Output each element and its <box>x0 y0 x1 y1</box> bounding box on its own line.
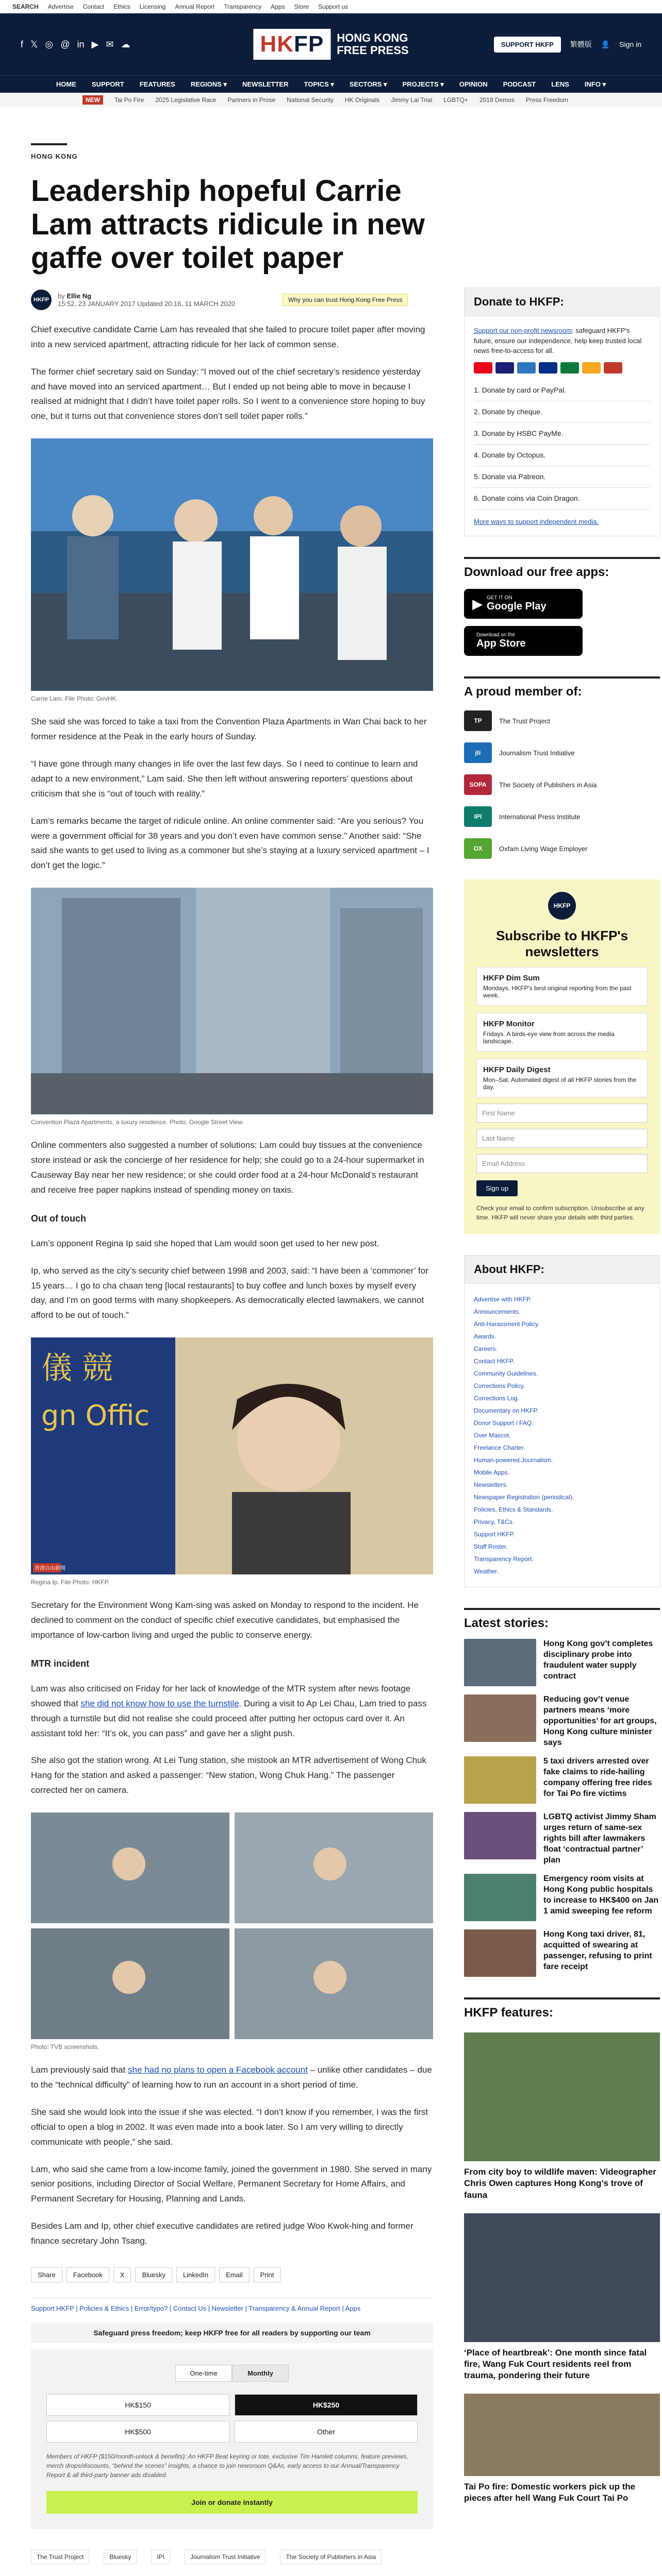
nav-projects[interactable]: PROJECTS ▾ <box>402 80 444 88</box>
about-link[interactable]: Newspaper Registration (periodical). <box>474 1494 574 1501</box>
topbar-link-support[interactable]: Support us <box>318 3 349 10</box>
topbar-link-annual-report[interactable]: Annual Report <box>175 3 215 10</box>
join-donate-button[interactable]: Join or donate instantly <box>46 2491 418 2514</box>
donate-options <box>474 380 650 510</box>
facebook-icon[interactable]: f <box>21 39 24 49</box>
site-logo[interactable] <box>253 29 408 60</box>
sidebar-app-buttons <box>464 589 660 656</box>
byline <box>31 290 433 310</box>
article-title: Leadership hopeful Carrie Lam attracts ridicule in new gaffe over toilet paper <box>31 174 425 275</box>
paragraph-with-link: Lam previously said that she had no plans to open a Facebook account – unlike other candidates – due to the “technical difficulty” of learning how to run an account in a short period of time. <box>31 2065 432 2090</box>
photo-caption: Regina Ip. File Photo: HKFP. <box>31 1579 110 1586</box>
sidebar <box>464 107 660 2576</box>
topbar-link-advertise[interactable]: Advertise <box>47 3 74 10</box>
bluesky-icon[interactable]: ☁ <box>121 39 130 49</box>
frequency-toggle <box>46 2365 418 2382</box>
nav-support[interactable]: SUPPORT <box>91 80 124 88</box>
story-thumbnail <box>464 1929 536 1977</box>
newsletter-option[interactable]: HKFP Monitor Fridays. A birds-eye view from across the media landscape. <box>476 1013 648 1052</box>
share-facebook-button[interactable]: Facebook <box>67 2267 109 2282</box>
latest-story[interactable]: Hong Kong taxi driver, 81, acquitted of swearing at passenger, refusing to print fare receipt <box>464 1929 660 1977</box>
story-thumbnail <box>464 1756 536 1804</box>
member-logo: OX <box>464 838 492 859</box>
trust-link[interactable]: Why you can trust Hong Kong Free Press <box>283 294 408 306</box>
member-item[interactable]: SOPA The Society of Publishers in Asia <box>464 774 660 795</box>
share-linkedin-button[interactable]: LinkedIn <box>176 2267 215 2282</box>
payme-icon <box>604 362 622 374</box>
site-header <box>0 13 662 75</box>
about-link[interactable]: Over Mascot. <box>474 1432 511 1439</box>
paragraph: Chief executive candidate Carrie Lam has revealed that she failed to procure toilet paper after moving into a new serviced apartment, attracting ridicule for her lack of common sense. <box>31 324 425 349</box>
story-thumbnail <box>464 1874 536 1921</box>
sidebar-app-store-button[interactable]: Download on the App Store <box>464 626 583 656</box>
trending-item[interactable]: Press Freedom <box>525 96 569 104</box>
about-link[interactable]: Policies, Ethics & Standards. <box>474 1506 553 1514</box>
story-thumbnail <box>464 1694 536 1742</box>
about-link[interactable]: Corrections Policy. <box>474 1382 525 1390</box>
sidebar-payment-icons <box>474 362 650 374</box>
donate-option[interactable]: 5. Donate via Patreon. <box>474 466 650 488</box>
trending-item[interactable]: LGBTQ+ <box>443 96 468 104</box>
story-thumbnail <box>464 1812 536 1859</box>
about-link[interactable]: Contact HKFP. <box>474 1358 515 1365</box>
topbar-link-contact[interactable]: Contact <box>82 3 105 10</box>
email-input[interactable]: Email Address <box>476 1154 648 1173</box>
main-nav <box>0 75 662 93</box>
freq-monthly[interactable]: Monthly <box>232 2365 289 2382</box>
amount-options <box>46 2394 418 2443</box>
about-link[interactable]: Advertise with HKFP. <box>474 1296 532 1303</box>
instagram-icon[interactable]: ◎ <box>45 39 54 49</box>
amount-option[interactable]: Other <box>235 2421 418 2443</box>
paragraph: Lam’s remarks became the target of ridicule online. An online commenter said: “Are you serious? You were a government official for 38 years and you don’t even have common sense.” Another said: “She said she wants to get used to living as a commoner but she’s staying at a luxury serviced apartment – I don’t get the logic.” <box>31 816 429 871</box>
top-utility-bar <box>0 0 662 13</box>
youtube-icon[interactable]: ▶ <box>91 39 99 49</box>
topbar-link-store[interactable]: Store <box>294 3 309 10</box>
partner-logos <box>31 2550 433 2576</box>
safeguard-banner: Safeguard press freedom; keep HKFP free for all readers by supporting our team <box>31 2323 433 2343</box>
nav-topics[interactable]: TOPICS ▾ <box>304 80 334 88</box>
x-icon[interactable]: 𝕏 <box>30 39 38 49</box>
feature-image <box>464 2213 660 2342</box>
about-link[interactable]: Transparency Report. <box>474 1555 534 1563</box>
paragraph: She said she was forced to take a taxi from the Convention Plaza Apartments in Wan Chai back to her former residence at the Peak in the early hours of Sunday. <box>31 717 427 742</box>
topbar-link-apps[interactable]: Apps <box>271 3 285 10</box>
share-email-button[interactable]: Email <box>219 2267 250 2282</box>
newsletter-option[interactable]: HKFP Dim Sum Mondays. HKFP's best original reporting from the past week. <box>476 967 648 1006</box>
about-link[interactable]: Staff Roster. <box>474 1543 508 1551</box>
paragraph: Online commenters also suggested a number of solutions: Lam could buy tissues at the convenience store instead or ask the concierge of her residence for help; she could go to a 24-hour supermarket in Causeway Bay near her new residence; or she could order food at a 24-hour McDonald’s restaurant and receive free paper napkins instead of spending money on taxis. <box>31 1140 424 1195</box>
topbar-link-ethics[interactable]: Ethics <box>113 3 130 10</box>
trending-item[interactable]: 2019 Demos <box>479 96 515 104</box>
member-item[interactable]: IPI International Press Institute <box>464 806 660 827</box>
visa-icon <box>495 362 514 374</box>
about-list <box>465 1284 659 1587</box>
member-item[interactable]: OX Oxfam Living Wage Employer <box>464 838 660 859</box>
story-thumbnail <box>464 1639 536 1686</box>
paragraph: Lam, who said she came from a low-income family, joined the government in 1980. She served in many senior positions, including Director of Social Welfare, Permanent Secretary for Home Affairs, and Permanent Secretary for Housing, Planning and Lands. <box>31 2164 432 2204</box>
share-bluesky-button[interactable]: Bluesky <box>135 2267 172 2282</box>
facebook-account-link[interactable]: she had no plans to open a Facebook account <box>128 2065 308 2075</box>
feature-story[interactable]: Tai Po fire: Domestic workers pick up the pieces after hell Wang Fuk Court Tai Po <box>464 2394 660 2504</box>
about-link[interactable]: Awards. <box>474 1333 496 1341</box>
photo-caption: Photo: TVB screenshots. <box>31 2043 100 2051</box>
feature-image <box>464 2394 660 2476</box>
partner-logo[interactable]: IPI <box>151 2550 170 2564</box>
topbar-link-licensing[interactable]: Licensing <box>139 3 166 10</box>
about-link[interactable]: Human-powered Journalism. <box>474 1456 553 1464</box>
paragraph: Lam’s opponent Regina Ip said she hoped that Lam would soon get used to her new post. <box>31 1238 379 1248</box>
about-link[interactable]: Privacy, T&Cs. <box>474 1518 515 1526</box>
octopus-icon <box>582 362 601 374</box>
hkfp-avatar: HKFP <box>31 290 52 310</box>
title-rule <box>31 143 67 145</box>
page-body <box>0 107 662 2576</box>
nav-info[interactable]: INFO ▾ <box>584 80 606 88</box>
first-name-input[interactable]: First Name <box>476 1104 648 1123</box>
latest-heading: Latest stories: <box>464 1608 660 1631</box>
paragraph: She also got the station wrong. At Lei Tung station, she mistook an MTR advertisement of Wong Chuk Hang for the station and asked a passenger: “New station, Wong Chuk Hang.” The passenger corrected her on camera. <box>31 1755 426 1795</box>
subheading: MTR incident <box>31 1658 89 1669</box>
article <box>31 107 433 2576</box>
trending-item[interactable]: 2025 Legislative Race <box>155 96 217 104</box>
google-play-icon: ▶ <box>472 596 483 612</box>
newsletter-widget <box>464 879 660 1234</box>
paypal-icon <box>539 362 557 374</box>
category-label[interactable]: HONG KONG <box>31 152 78 160</box>
donate-widget: Donate to HKFP: Support our non-profit newsroom: safeguard HKFP's future, ensure our independence, help keep trusted local news free-to-access for all. 1. Donate by card or PayPal. 2. Donate by cheque. 3. Donate by HSBC PayMe. 4. Donate by Octopus. 5. Donate via Patreon. 6. Donate coins via Coin Dragon. More ways to support independent media. <box>464 287 660 536</box>
amount-option[interactable]: HK$500 <box>46 2421 229 2443</box>
partner-logo[interactable]: Bluesky <box>104 2550 137 2564</box>
newsletter-note: Check your email to confirm subscription. Unsubscribe at any time. HKFP will never share your details with third parties. <box>476 1205 644 1222</box>
publish-dates: 15:52, 23 JANUARY 2017 Updated 20:16, 11 MARCH 2020 <box>58 299 235 308</box>
about-link[interactable]: Donor Support / FAQ. <box>474 1419 534 1427</box>
photo-watermark: 香港自由新聞 <box>35 1566 65 1572</box>
about-link[interactable]: Announcements. <box>474 1308 521 1316</box>
share-bar <box>31 2267 433 2282</box>
feature-story[interactable]: From city boy to wildlife maven: Videographer Chris Owen captures Hong Kong’s trove of fauna <box>464 2032 660 2200</box>
paragraph: She said she would look into the issue if she was elected. “I don’t know if you remember, I was the first official to open a blog in 2002. It was even made into a book later. So I am very willing to directly communicate with people,” she said. <box>31 2107 428 2147</box>
feature-image <box>464 2032 660 2161</box>
support-hkfp-button[interactable]: SUPPORT HKFP <box>494 37 561 53</box>
trending-item[interactable]: HK Originals <box>344 96 380 104</box>
last-name-input[interactable]: Last Name <box>476 1129 648 1148</box>
apps-heading: Download our free apps: <box>464 557 660 580</box>
newsletter-logo: HKFP <box>548 892 576 920</box>
photo-convention-plaza <box>31 888 433 1114</box>
about-title: About HKFP: <box>465 1256 659 1284</box>
nav-features[interactable]: FEATURES <box>139 80 175 88</box>
linkedin-icon[interactable]: in <box>77 39 85 49</box>
paragraph-with-link: Lam was also criticised on Friday for her lack of knowledge of the MTR system after news footage showed that she did not know how to use the turnstile. During a visit to Ap Lei Chau, Lam tried to pass through a turnstile but did not realise she could proceed after putting her octopus card over it. An assistant told her: “It’s ok, you can pass” and gave her a slight push. <box>31 1683 427 1738</box>
paragraph: Secretary for the Environment Wong Kam-sing was asked on Monday to respond to the incident. He declined to comment on the conduct of specific chief executive candidates, but emphasised the importance of low-carbon living and urged the public to conserve energy. <box>31 1600 419 1640</box>
header-actions <box>494 37 641 53</box>
member-logo: TP <box>464 710 492 731</box>
threads-icon[interactable]: @ <box>60 39 70 49</box>
latest-story[interactable]: Emergency room visits at Hong Kong public hospitals to increase to HK$400 on Jan 1 amid sweeping fee reform <box>464 1874 660 1921</box>
user-icon[interactable]: 👤 <box>601 40 610 48</box>
more-ways-link[interactable]: More ways to support independent media. <box>474 517 599 526</box>
member-item[interactable]: jti Journalism Trust Initiative <box>464 742 660 763</box>
logo-text: HONG KONG FREE PRESS <box>337 31 409 57</box>
amex-icon <box>517 362 536 374</box>
photo-convention-plaza-image <box>31 888 433 1114</box>
about-link[interactable]: Community Guidelines. <box>474 1370 538 1378</box>
about-link[interactable]: Corrections Log. <box>474 1395 520 1402</box>
trending-bar <box>0 93 662 107</box>
support-newsroom-link[interactable]: Support our non-profit newsroom <box>474 327 572 334</box>
newsletter-title: Subscribe to HKFP's newsletters <box>495 928 628 960</box>
member-logo: SOPA <box>464 774 492 795</box>
share-label: Share <box>31 2267 62 2282</box>
byline-prefix: by <box>58 292 65 300</box>
new-badge: NEW <box>82 95 103 105</box>
nav-sectors[interactable]: SECTORS ▾ <box>349 80 387 88</box>
donate-widget-title: Donate to HKFP: <box>465 288 659 316</box>
about-link[interactable]: Mobile Apps. <box>474 1469 509 1477</box>
photo-caption: Carrie Lam. File Photo: GovHK. <box>31 695 118 703</box>
partner-logo[interactable]: Journalism Trust Initiative <box>185 2550 266 2564</box>
donate-box <box>31 2349 433 2529</box>
sign-in-link[interactable]: Sign in <box>619 40 641 48</box>
author-name[interactable]: Ellie Ng <box>67 292 92 300</box>
paragraph: Besides Lam and Ip, other chief executive candidates are retired judge Woo Kwok-hing and former finance secretary John Tsang. <box>31 2221 413 2246</box>
paragraph: The former chief secretary said on Sunday: “I moved out of the chief secretary’s residence yesterday and have moved into an serviced apartment… But I ended up not being able to move in because I realised at midnight that I didn’t have toilet paper rolls. So I went to a convenience store hoping to buy one, but it turns out that convenience stores don’t sell toilet paper rolls.” <box>31 366 425 421</box>
search-link[interactable]: SEARCH <box>12 3 39 10</box>
photo-regina-ip <box>31 1337 433 1574</box>
about-link[interactable]: Documentary on HKFP. <box>474 1407 539 1415</box>
about-link[interactable]: Support HKFP. <box>474 1531 515 1538</box>
share-print-button[interactable]: Print <box>254 2267 281 2282</box>
about-link[interactable]: Newsletters. <box>474 1481 508 1489</box>
turnstile-link[interactable]: she did not know how to use the turnstile <box>80 1698 239 1708</box>
photo-carrie-lam <box>31 438 433 691</box>
newsletter-option[interactable]: HKFP Daily Digest Mon–Sat. Automated digest of all HKFP stories from the day. <box>476 1059 648 1097</box>
paragraph: Ip, who served as the city’s security chief between 1998 and 2003, said: “I have been a ‘commoner’ for 15 years… I go to cha chaan teng [local restaurants] to buy coffee and lunch boxes by myself every day, and I’m on good terms with many shopkeepers. As democratically elected lawmakers, we cannot afford to be out of touch.” <box>31 1265 428 1320</box>
nav-lens[interactable]: LENS <box>551 80 569 88</box>
donate-option[interactable]: 4. Donate by Octopus. <box>474 445 650 466</box>
social-icons <box>21 39 130 50</box>
latest-story[interactable]: Hong Kong gov’t completes disciplinary probe into fraudulent water supply contract <box>464 1639 660 1686</box>
latest-story[interactable]: LGBTQ activist Jimmy Sham urges return of same-sex rights bill after lawmakers float ‘contractual partner’ plan <box>464 1812 660 1866</box>
photo-sign-english: gn Offic <box>41 1399 150 1432</box>
nav-regions[interactable]: REGIONS ▾ <box>190 80 227 88</box>
partner-logo[interactable]: The Society of Publishers in Asia <box>280 2550 382 2564</box>
nav-opinion[interactable]: OPINION <box>459 80 488 88</box>
logo-mark: HKFP <box>253 29 330 60</box>
subheading: Out of touch <box>31 1213 86 1224</box>
photo-carrie-lam-image <box>31 438 433 691</box>
member-logo: jti <box>464 742 492 763</box>
photo-sign-chinese: 儀 競 <box>41 1350 113 1387</box>
member-logo: IPI <box>464 806 492 827</box>
member-item[interactable]: TP The Trust Project <box>464 710 660 731</box>
member-heading: A proud member of: <box>464 676 660 699</box>
nav-podcast[interactable]: PODCAST <box>503 80 536 88</box>
paragraph: “I have gone through many changes in life over the last few days. So I need to continue to learn and adapt to a new environment,” Lam said. She then left without answering reporters’ questions about criticism that she is “out of touch with reality.” <box>31 758 418 799</box>
trending-item[interactable]: Tai Po Fire <box>114 96 144 104</box>
photo-tvb-image <box>31 1812 433 2039</box>
about-link[interactable]: Anti-Harassment Policy. <box>474 1320 540 1328</box>
topbar-link-transparency[interactable]: Transparency <box>224 3 262 10</box>
about-widget <box>464 1255 660 1587</box>
amount-option[interactable]: HK$250 <box>235 2394 418 2416</box>
mastercard-icon <box>474 362 492 374</box>
nav-home[interactable]: HOME <box>56 80 76 88</box>
about-link[interactable]: Freelance Charter. <box>474 1444 525 1452</box>
donate-option[interactable]: 2. Donate by cheque. <box>474 401 650 423</box>
donate-option[interactable]: 3. Donate by HSBC PayMe. <box>474 423 650 445</box>
latest-story[interactable]: Reducing gov’t venue partners means ‘more opportunities’ for art groups, Hong Kong culture minister says <box>464 1694 660 1748</box>
trending-item[interactable]: Partners in Prose <box>227 96 276 104</box>
sidebar-google-play-button[interactable]: ▶ GET IT ON Google Play <box>464 589 583 619</box>
photo-regina-ip-image <box>31 1337 433 1574</box>
donate-option[interactable]: 1. Donate by card or PayPal. <box>474 380 650 401</box>
nav-newsletter[interactable]: NEWSLETTER <box>242 80 289 88</box>
latest-story[interactable]: 5 taxi drivers arrested over fake claims to ride-hailing company offering free rides for Tai Po fire victims <box>464 1756 660 1804</box>
about-link[interactable]: Weather. <box>474 1568 499 1575</box>
partner-logo[interactable]: The Trust Project <box>31 2550 89 2564</box>
donate-option[interactable]: 6. Donate coins via Coin Dragon. <box>474 488 650 510</box>
trending-item[interactable]: National Security <box>287 96 334 104</box>
email-icon[interactable]: ✉ <box>106 39 114 49</box>
features-heading: HKFP features: <box>464 1997 660 2020</box>
photo-caption: Convention Plaza Apartments, a luxury residence. Photo: Google Street View. <box>31 1118 244 1126</box>
trending-item[interactable]: Jimmy Lai Trial <box>391 96 433 104</box>
jcb-icon <box>560 362 579 374</box>
about-link[interactable]: Careers. <box>474 1345 498 1353</box>
amount-option[interactable]: HK$150 <box>46 2394 229 2416</box>
language-toggle[interactable]: 繁體版 <box>570 40 592 48</box>
article-footer-links[interactable]: Support HKFP | Policies & Ethics | Error/typo? | Contact Us | Newsletter | Transparency & Annual Report | Apps <box>31 2298 433 2312</box>
sign-up-button[interactable]: Sign up <box>476 1180 518 1196</box>
membership-info: Members of HKFP ($150/month-unlock & benefits): An HKFP Beat keyring or tote, exclusive Tim Hamlett columns, feature previews, merch drops/discounts, “behind the scenes” insights, a chance to join newsroom Q&As, early access to our Annual/Transparency Report & all third-party banner ads disabled. <box>46 2453 408 2479</box>
photo-tvb-screenshots <box>31 1812 433 2039</box>
share-x-button[interactable]: X <box>113 2267 131 2282</box>
freq-one-time[interactable]: One-time <box>175 2365 232 2382</box>
feature-story[interactable]: ‘Place of heartbreak’: One month since fatal fire, Wang Fuk Court residents reel from trauma, pondering their future <box>464 2213 660 2381</box>
